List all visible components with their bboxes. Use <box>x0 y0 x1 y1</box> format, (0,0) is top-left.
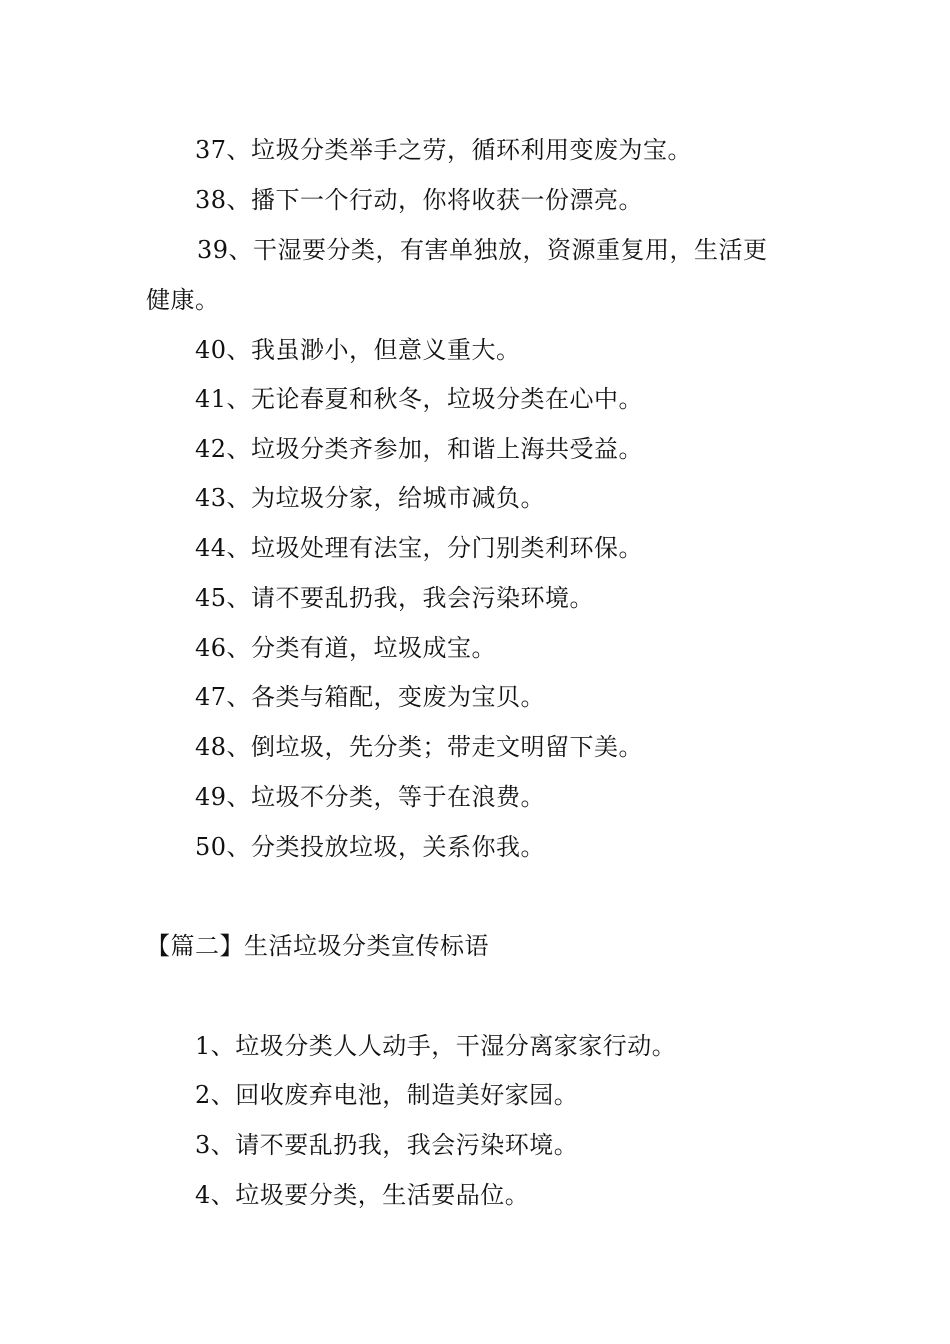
slogan-47: 47、各类与箱配，变废为宝贝。 <box>195 683 546 711</box>
slogan-50: 50、分类投放垃圾，关系你我。 <box>195 833 546 861</box>
slogan-39-line1: 39、干湿要分类，有害单独放，资源重复用，生活更 <box>197 236 768 264</box>
slogan-37: 37、垃圾分类举手之劳，循环利用变废为宝。 <box>195 136 693 164</box>
slogan-2-2: 2、回收废弃电池，制造美好家园。 <box>195 1081 579 1109</box>
section-heading: 【篇二】生活垃圾分类宣传标语 <box>146 932 489 960</box>
slogan-45: 45、请不要乱扔我，我会污染环境。 <box>195 584 595 612</box>
slogan-2-4: 4、垃圾要分类，生活要品位。 <box>195 1181 530 1209</box>
slogan-49: 49、垃圾不分类，等于在浪费。 <box>195 783 546 811</box>
slogan-38: 38、播下一个行动，你将收获一份漂亮。 <box>195 186 644 214</box>
slogan-39-line2: 健康。 <box>146 286 220 314</box>
slogan-41: 41、无论春夏和秋冬，垃圾分类在心中。 <box>195 385 644 413</box>
slogan-48: 48、倒垃圾，先分类；带走文明留下美。 <box>195 733 644 761</box>
slogan-2-3: 3、请不要乱扔我，我会污染环境。 <box>195 1131 579 1159</box>
slogan-46: 46、分类有道，垃圾成宝。 <box>195 634 497 662</box>
slogan-2-1: 1、垃圾分类人人动手，干湿分离家家行动。 <box>195 1032 677 1060</box>
slogan-40: 40、我虽渺小，但意义重大。 <box>195 336 521 364</box>
slogan-44: 44、垃圾处理有法宝，分门别类利环保。 <box>195 534 644 562</box>
slogan-42: 42、垃圾分类齐参加，和谐上海共受益。 <box>195 435 644 463</box>
slogan-43: 43、为垃圾分家，给城市减负。 <box>195 484 546 512</box>
